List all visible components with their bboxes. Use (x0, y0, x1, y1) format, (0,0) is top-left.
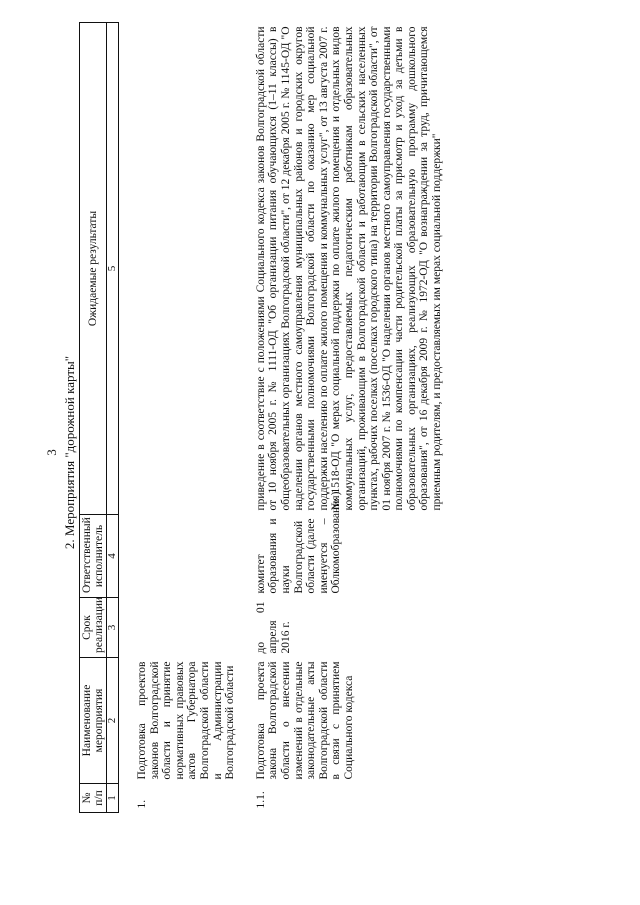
header-name: Наименование мероприятия (80, 658, 107, 784)
header-num: № п/п (80, 784, 107, 813)
row-term (135, 598, 238, 658)
column-number: 3 (107, 598, 119, 658)
row-term: до 01 апреля 2016 г. (254, 601, 292, 654)
row-name: Подготовка проекта закона Волгоградской области о внесении изменений в отдельные законодательные акты Волгоградской области в связи с принятием Социального кодекса (254, 661, 355, 780)
table-header-row (80, 23, 107, 813)
row-result: приведение в соответствие с положениями Социального кодекса законов Волгоградской области от 10 ноября 2005 г. № 1111-ОД "Об организации питания обучающихся (1–11 классы) в общеобразовательных организациях Волгоградской области", от 12 декабря 2005 г. № 1145-ОД "О наделении органов местного самоуправления муниципальных районов и городских округов государственными полномочиями Волгоградской области по оказанию мер социальной поддержки населению по оплате жилого помещения и коммунальных услуг", от 13 августа 2007 г. № 1518-ОД "О мерах социальной поддержки по оплате жилого помещения и отдельных видов коммунальных услуг, предоставляемых педагогическим работникам образовательных организаций, проживающим в Волгоградской области и работающим в сельских населенных пунктах, рабочих поселках (поселках городского типа) на территории Волгоградской области", от 01 ноября 2007 г. № 1536-ОД "О наделении органов местного самоуправления государственными полномочиями по компенсации части родительской платы за присмотр и уход за детьми в образовательных организациях, реализующих образовательную программу дошкольного образования", от 16 декабря 2009 г. № 1972-ОД "О вознаграждении за труд, причитающемся приемным родителям, и предоставляемых им мерах социальной поддержки" (254, 26, 444, 511)
column-number-row (107, 23, 119, 813)
header-executor: Ответственный исполнитель (80, 515, 107, 598)
column-number: 2 (107, 658, 119, 784)
column-number: 4 (107, 515, 119, 598)
page-number: 3 (44, 449, 59, 456)
table-row (254, 23, 445, 813)
row-executor: комитет образования и науки Волгоградской области (далее именуется – Облкомобразования) (254, 491, 343, 594)
row-num: 1.1. (254, 791, 267, 809)
row-name: Подготовка проектов законов Волгоградской области и принятие нормативных правовых актов Губернатора Волгоградской области и Администрации Волгоградской области (136, 661, 237, 780)
row-result (135, 23, 238, 515)
column-number: 5 (107, 23, 119, 515)
row-num: 1. (136, 799, 148, 809)
row-executor (135, 515, 238, 598)
roadmap-table (79, 22, 445, 813)
section-title: 2. Мероприятия "дорожной карты" (62, 355, 77, 550)
column-number: 1 (107, 784, 119, 813)
table-row (135, 23, 238, 813)
header-result: Ожидаемые результаты (80, 23, 107, 515)
header-term: Срок реализации (80, 598, 107, 658)
